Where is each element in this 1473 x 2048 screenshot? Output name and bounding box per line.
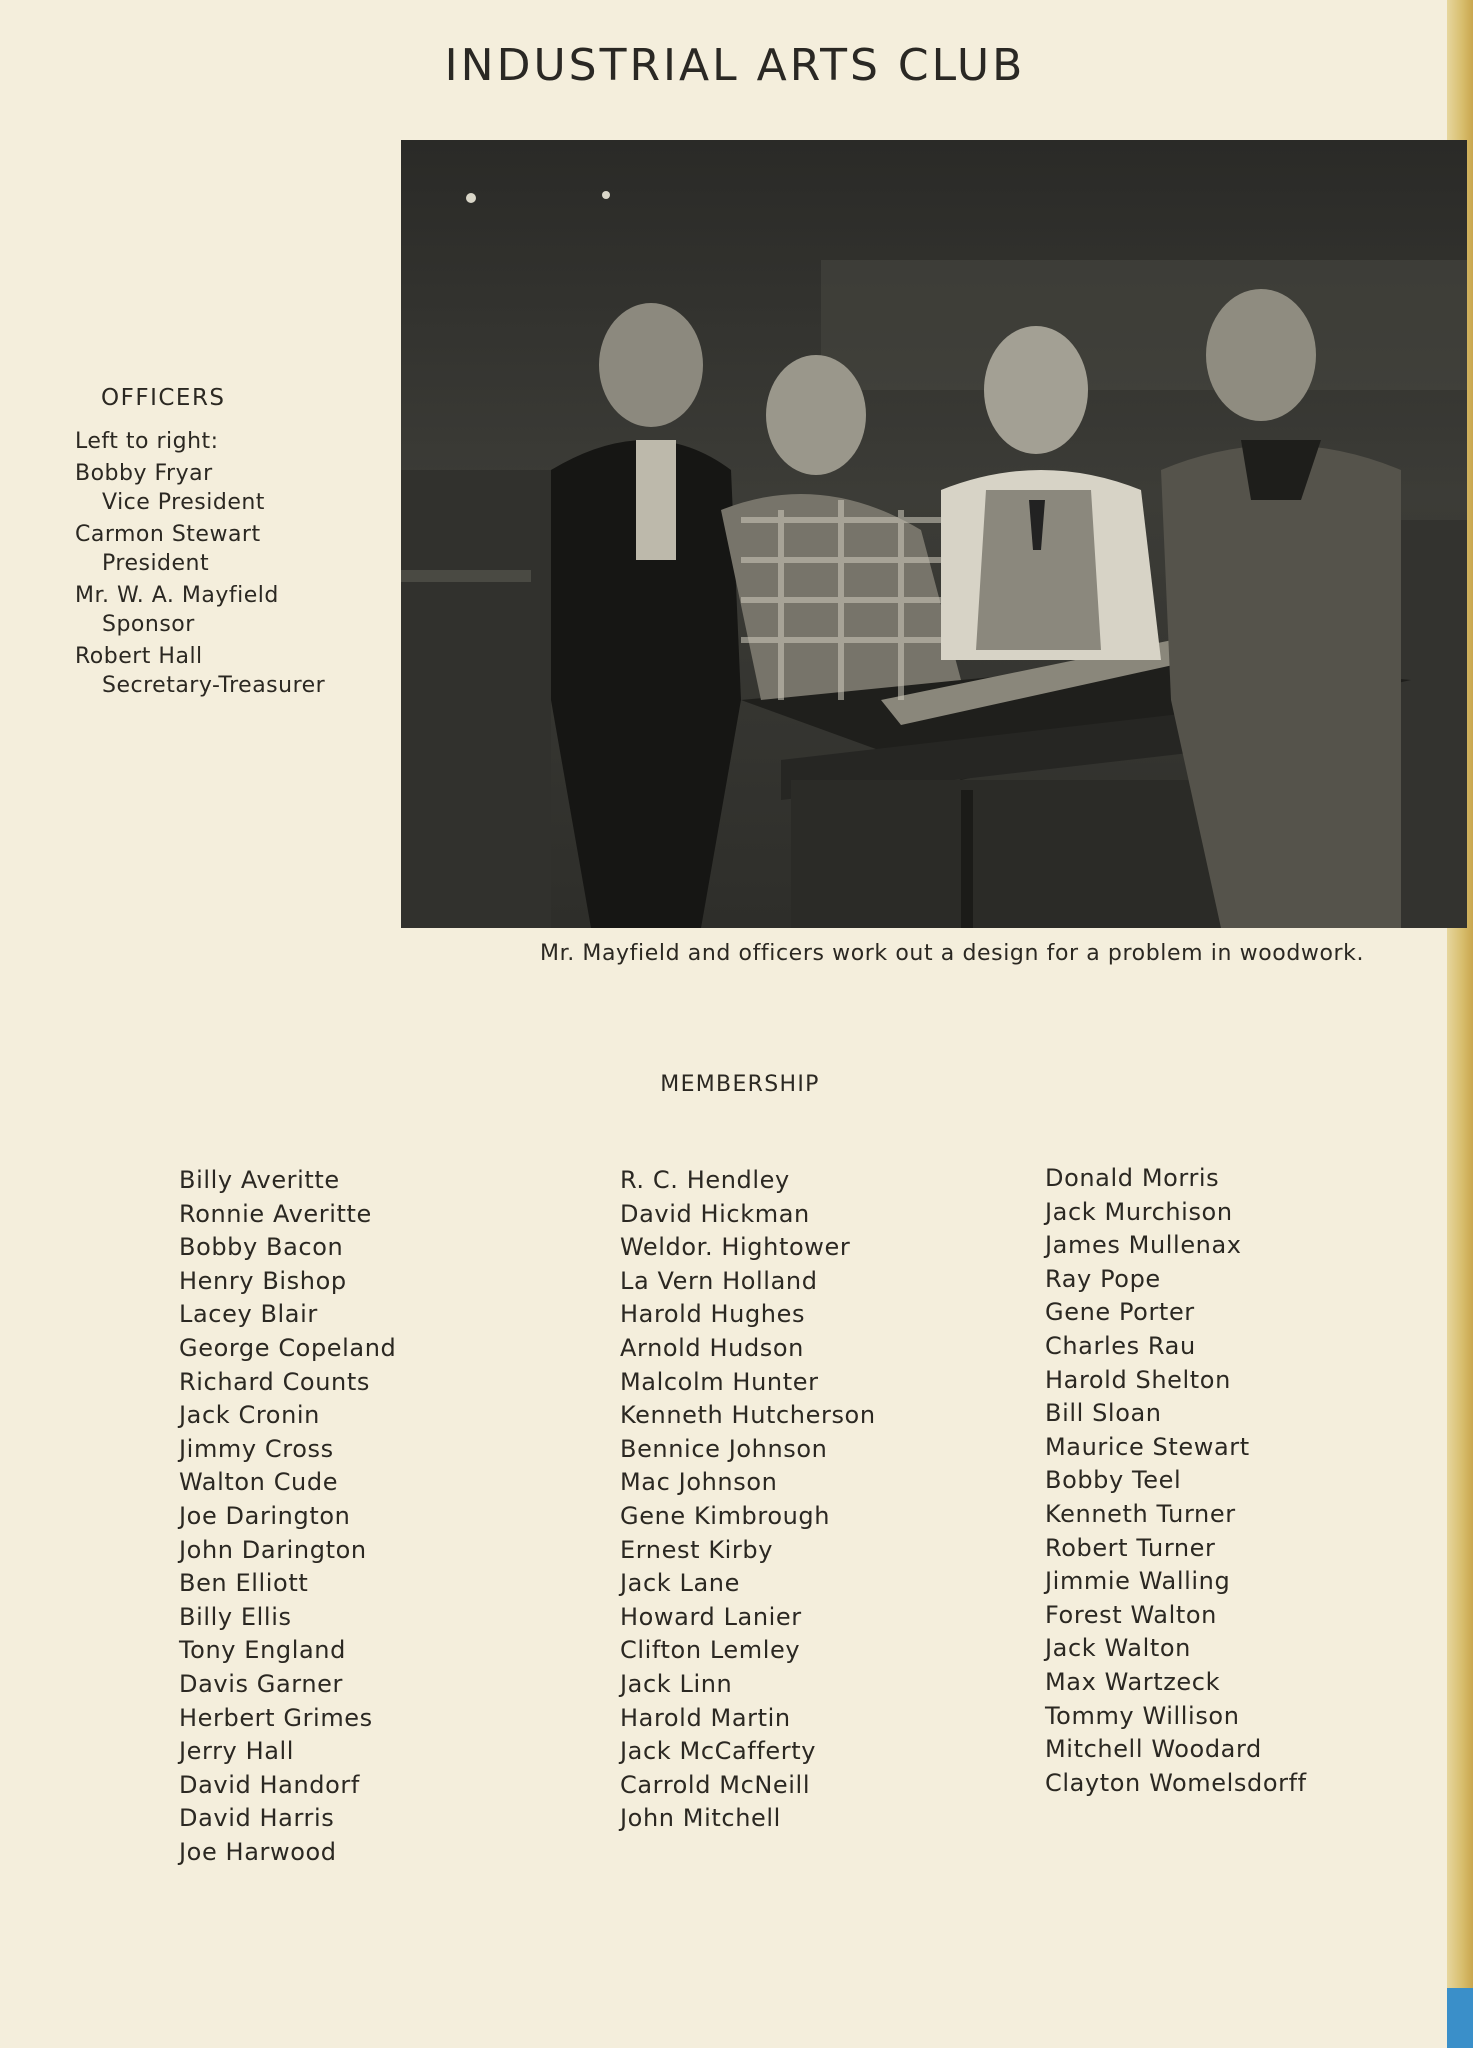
member-name: Harold Martin (620, 1703, 791, 1732)
member-name: Jack McCafferty (620, 1737, 817, 1766)
membership-column-1 (179, 1164, 396, 1869)
member-name: Herbert Grimes (179, 1703, 373, 1732)
member-name: Tony England (179, 1636, 346, 1665)
officer-role: President (102, 551, 210, 576)
membership-column-2 (620, 1164, 876, 1836)
officer-entry (75, 642, 375, 700)
member-name: Gene Kimbrough (620, 1501, 831, 1530)
member-name: Gene Porter (1045, 1298, 1195, 1327)
member-name: Kenneth Hutcherson (620, 1401, 876, 1430)
photo-caption: Mr. Mayfield and officers work out a design for a problem in woodwork. (540, 941, 1365, 966)
officer-role: Vice President (102, 490, 265, 515)
member-name: Jack Walton (1045, 1634, 1191, 1663)
member-name: Jimmie Walling (1045, 1567, 1231, 1596)
member-name: Malcolm Hunter (620, 1367, 819, 1396)
member-name: Davis Garner (179, 1669, 343, 1698)
member-name: Donald Morris (1045, 1164, 1220, 1192)
group-photo (401, 140, 1467, 928)
member-name: Max Wartzeck (1045, 1667, 1221, 1696)
member-name: Clifton Lemley (620, 1636, 801, 1665)
officer-role: Secretary-Treasurer (102, 673, 326, 698)
member-name: Billy Ellis (179, 1602, 292, 1631)
member-name: Henry Bishop (179, 1266, 347, 1295)
member-name: George Copeland (179, 1333, 397, 1362)
member-name: James Mullenax (1045, 1231, 1242, 1260)
member-name: Forest Walton (1045, 1600, 1217, 1629)
member-name: Ray Pope (1045, 1264, 1161, 1293)
member-name: Robert Turner (1045, 1533, 1216, 1562)
member-name: Harold Hughes (620, 1300, 806, 1329)
officer-name: Robert Hall (75, 644, 203, 669)
member-name: Tommy Willison (1045, 1701, 1240, 1730)
member-name: Howard Lanier (620, 1602, 802, 1631)
member-name: John Mitchell (620, 1804, 781, 1833)
member-name: Ronnie Averitte (179, 1199, 372, 1228)
member-name: Maurice Stewart (1045, 1432, 1250, 1461)
member-name: R. C. Hendley (620, 1166, 790, 1194)
membership-column-3 (1045, 1162, 1307, 1800)
member-name: David Hickman (620, 1199, 810, 1228)
member-name: Charles Rau (1045, 1331, 1196, 1360)
member-name: Ben Elliott (179, 1569, 309, 1598)
member-name: Kenneth Turner (1045, 1499, 1236, 1528)
member-name: David Handorf (179, 1770, 360, 1799)
member-name: Carrold McNeill (620, 1770, 811, 1799)
member-name: Mitchell Woodard (1045, 1735, 1262, 1764)
member-name: Jack Murchison (1045, 1197, 1233, 1226)
officer-role: Sponsor (102, 612, 195, 637)
member-name: Billy Averitte (179, 1166, 340, 1194)
officers-intro: Left to right: (75, 429, 219, 454)
officer-entry (75, 459, 375, 517)
membership-heading: MEMBERSHIP (660, 1072, 820, 1097)
member-name: Harold Shelton (1045, 1365, 1231, 1394)
member-name: Joe Darington (179, 1501, 351, 1530)
page-corner-tab (1447, 1988, 1473, 2048)
member-name: Jimmy Cross (179, 1434, 334, 1463)
officer-entry (75, 520, 375, 578)
member-name: Bobby Bacon (179, 1233, 344, 1262)
member-name: John Darington (179, 1535, 367, 1564)
member-name: La Vern Holland (620, 1266, 818, 1295)
officers-section (75, 384, 375, 703)
officer-name: Bobby Fryar (75, 461, 213, 486)
member-name: Mac Johnson (620, 1468, 778, 1497)
member-name: Bobby Teel (1045, 1466, 1182, 1495)
member-name: Jack Lane (620, 1569, 740, 1598)
member-name: Joe Harwood (179, 1837, 337, 1866)
member-name: Richard Counts (179, 1367, 370, 1396)
officers-heading: OFFICERS (101, 385, 226, 411)
member-name: Bill Sloan (1045, 1399, 1162, 1428)
member-name: Arnold Hudson (620, 1333, 804, 1362)
officer-entry (75, 581, 375, 639)
member-name: Walton Cude (179, 1468, 339, 1497)
member-name: David Harris (179, 1804, 335, 1833)
member-name: Lacey Blair (179, 1300, 318, 1329)
member-name: Jack Cronin (179, 1401, 320, 1430)
member-name: Jack Linn (620, 1669, 733, 1698)
member-name: Clayton Womelsdorff (1045, 1768, 1307, 1797)
member-name: Weldor. Hightower (620, 1233, 851, 1262)
officer-name: Carmon Stewart (75, 522, 261, 547)
member-name: Jerry Hall (179, 1737, 295, 1766)
page-title: INDUSTRIAL ARTS CLUB (444, 40, 1026, 91)
officer-name: Mr. W. A. Mayfield (75, 583, 279, 608)
member-name: Ernest Kirby (620, 1535, 774, 1564)
member-name: Bennice Johnson (620, 1434, 828, 1463)
